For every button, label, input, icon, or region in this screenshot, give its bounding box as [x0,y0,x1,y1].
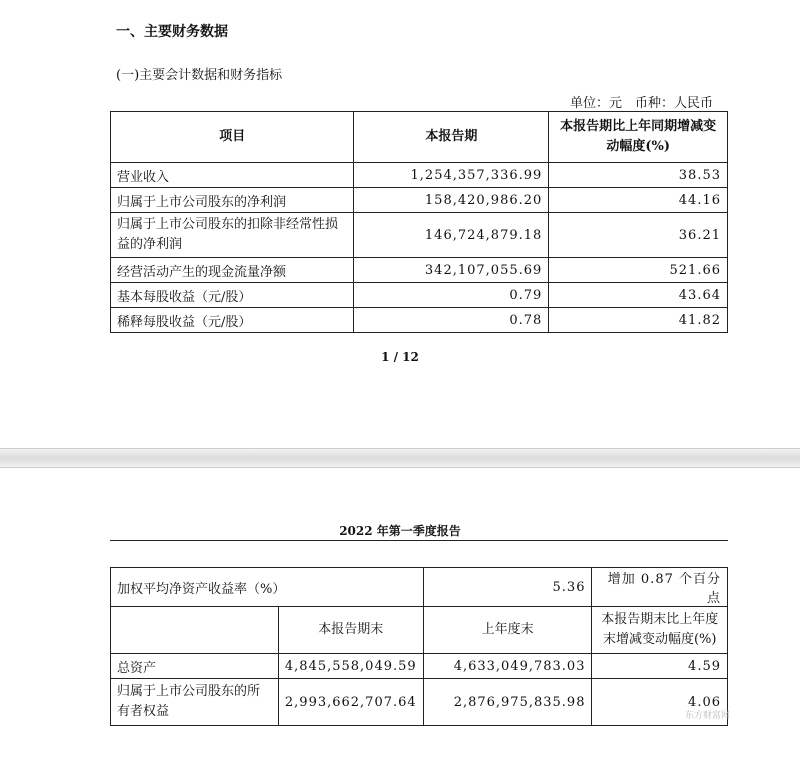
row-change: 521.66 [549,258,728,283]
roe-row [111,568,728,607]
header-rule [110,540,728,541]
table-header-row [111,112,728,163]
table-row [111,308,728,333]
row-change: 41.82 [549,308,728,333]
row-label: 总资产 [111,654,279,679]
key-financial-table [110,111,728,333]
page-break-divider [0,448,800,468]
row-value: 0.79 [354,283,549,308]
row-current: 2,993,662,707.64 [278,679,423,726]
header-item: 项目 [111,112,354,163]
section-title: 一、主要财务数据 [116,24,228,40]
table-header-row [111,607,728,654]
header-period-end: 本报告期末 [278,607,423,654]
table-row [111,654,728,679]
blank-header-cell [111,607,279,654]
row-change: 44.16 [549,188,728,213]
row-prior: 2,876,975,835.98 [423,679,592,726]
table-row [111,163,728,188]
row-current: 4,845,558,049.59 [278,654,423,679]
row-change: 4.59 [592,654,728,679]
row-label: 归属于上市公司股东的所有者权益 [111,679,279,726]
table-row [111,213,728,258]
row-change: 38.53 [549,163,728,188]
header-change: 本报告期末比上年度末增减变动幅度(%) [592,607,728,654]
balance-table [110,567,728,726]
header-current-period: 本报告期 [354,112,549,163]
row-label: 归属于上市公司股东的净利润 [111,188,354,213]
row-label: 归属于上市公司股东的扣除非经常性损益的净利润 [111,213,354,258]
row-change: 43.64 [549,283,728,308]
row-change: 36.21 [549,213,728,258]
row-value: 158,420,986.20 [354,188,549,213]
header-prior-year-end: 上年度末 [423,607,592,654]
row-label: 稀释每股收益（元/股） [111,308,354,333]
header-yoy-change: 本报告期比上年同期增减变动幅度(%) [549,112,728,163]
roe-change: 增加 0.87 个百分点 [592,568,728,607]
row-change: 4.06 [592,679,728,726]
page-number: 1 / 12 [381,350,419,364]
table-row [111,679,728,726]
row-value: 342,107,055.69 [354,258,549,283]
unit-currency-line: 单位：元 币种：人民币 [569,96,713,111]
roe-label: 加权平均净资产收益率（%） [111,568,424,607]
table-row [111,258,728,283]
sub-title: (一)主要会计数据和财务指标 [116,68,283,83]
row-label: 营业收入 [111,163,354,188]
roe-value: 5.36 [423,568,592,607]
row-label: 基本每股收益（元/股） [111,283,354,308]
watermark: 东方财富网 [684,711,730,721]
table-row [111,188,728,213]
row-value: 146,724,879.18 [354,213,549,258]
row-value: 1,254,357,336.99 [354,163,549,188]
row-label: 经营活动产生的现金流量净额 [111,258,354,283]
row-prior: 4,633,049,783.03 [423,654,592,679]
report-header: 2022 年第一季度报告 [339,524,461,538]
table-row [111,283,728,308]
row-value: 0.78 [354,308,549,333]
